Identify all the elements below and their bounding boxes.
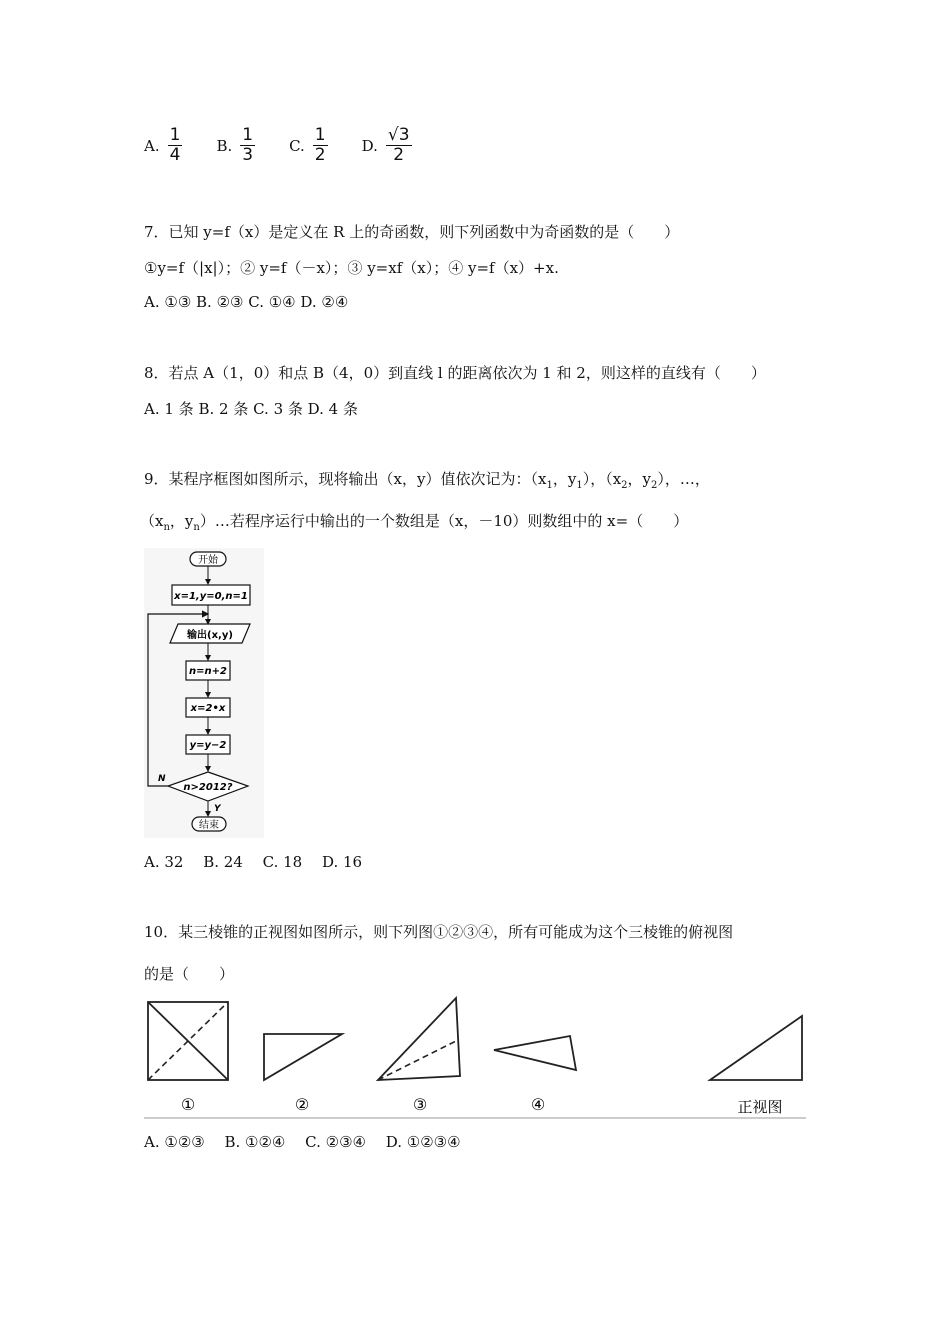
fraction: $\frac{1}{3}$ <box>242 125 254 165</box>
figure-3 <box>378 998 460 1080</box>
fraction: $\frac{1}{2}$ <box>314 125 326 165</box>
figure-2-label: ② <box>294 1095 310 1114</box>
front-view-label: 正视图 <box>737 1098 783 1116</box>
flow-step-x-label: x=2•x <box>190 703 226 714</box>
flow-no-label: N <box>158 774 166 784</box>
flow-yes-label: Y <box>214 804 221 814</box>
q10-figures <box>140 994 810 1120</box>
figure-1-label: ① <box>180 1095 196 1114</box>
flow-step-y-label: y=y−2 <box>189 740 227 751</box>
q6-option-b <box>216 126 255 165</box>
q6-options <box>144 126 446 165</box>
flow-step-n-label: n=n+2 <box>189 666 227 677</box>
front-view <box>710 1016 802 1080</box>
figure-4 <box>494 1036 576 1070</box>
flow-start-label: 开始 <box>198 555 218 566</box>
q10-stem-line1: 10．某三棱锥的正视图如图所示，则下列图①②③④，所有可能成为这个三棱锥的俯视图 <box>144 923 734 941</box>
flow-condition-label: n>2012? <box>183 782 233 793</box>
q8-options: A. 1 条 B. 2 条 C. 3 条 D. 4 条 <box>144 400 358 418</box>
fraction: $\frac{√3}{2}$ <box>387 125 410 165</box>
q10-options: A. ①②③ B. ①②④ C. ②③④ D. ①②③④ <box>144 1133 461 1151</box>
flowchart <box>144 548 264 838</box>
option-label: D. <box>361 136 378 155</box>
option-label: A. <box>144 136 160 155</box>
q9-stem-line2: （$x_n$，$y_n)\dots$若程序运行中输出的一个数组是（x，－10）则数组中的 x=（ ） <box>140 512 689 533</box>
q7-options: A. ①③ B. ②③ C. ①④ D. ②④ <box>144 293 349 311</box>
q7-items: ①y=f（|x|）；② y=f（－x）；③ y=xf（x）；④ y=f（x）+x. <box>144 259 559 277</box>
figure-3-label: ③ <box>412 1095 428 1114</box>
figure-1 <box>148 1002 228 1080</box>
figure-2 <box>264 1034 342 1080</box>
q9-stem-line1: 9．某程序框图如图所示，现将输出（x，y）值依次记为：（$x_1$，$y_1$），（$x_2$，$y_2$），…， <box>144 470 710 491</box>
option-label: B. <box>216 136 233 155</box>
q6-option-c <box>289 126 328 165</box>
q6-option-d <box>362 126 412 165</box>
q6-option-a <box>144 126 182 165</box>
fraction: $\frac{1}{4}$ <box>169 125 181 165</box>
option-label: C. <box>289 136 305 155</box>
figure-4-label: ④ <box>530 1095 546 1114</box>
flow-output-label: 输出(x,y) <box>187 630 233 641</box>
q7-stem: 7．已知 y=f（x）是定义在 R 上的奇函数，则下列函数中为奇函数的是（ ） <box>144 223 680 241</box>
flow-init-label: x=1,y=0,n=1 <box>174 591 248 602</box>
q9-options: A. 32 B. 24 C. 18 D. 16 <box>144 853 363 871</box>
flow-end-label: 结束 <box>199 820 219 831</box>
q8-stem: 8．若点 A（1，0）和点 B（4，0）到直线 l 的距离依次为 1 和 2，则这样的直线有（ ） <box>144 364 766 382</box>
q10-stem-line2: 的是（ ） <box>144 965 235 983</box>
